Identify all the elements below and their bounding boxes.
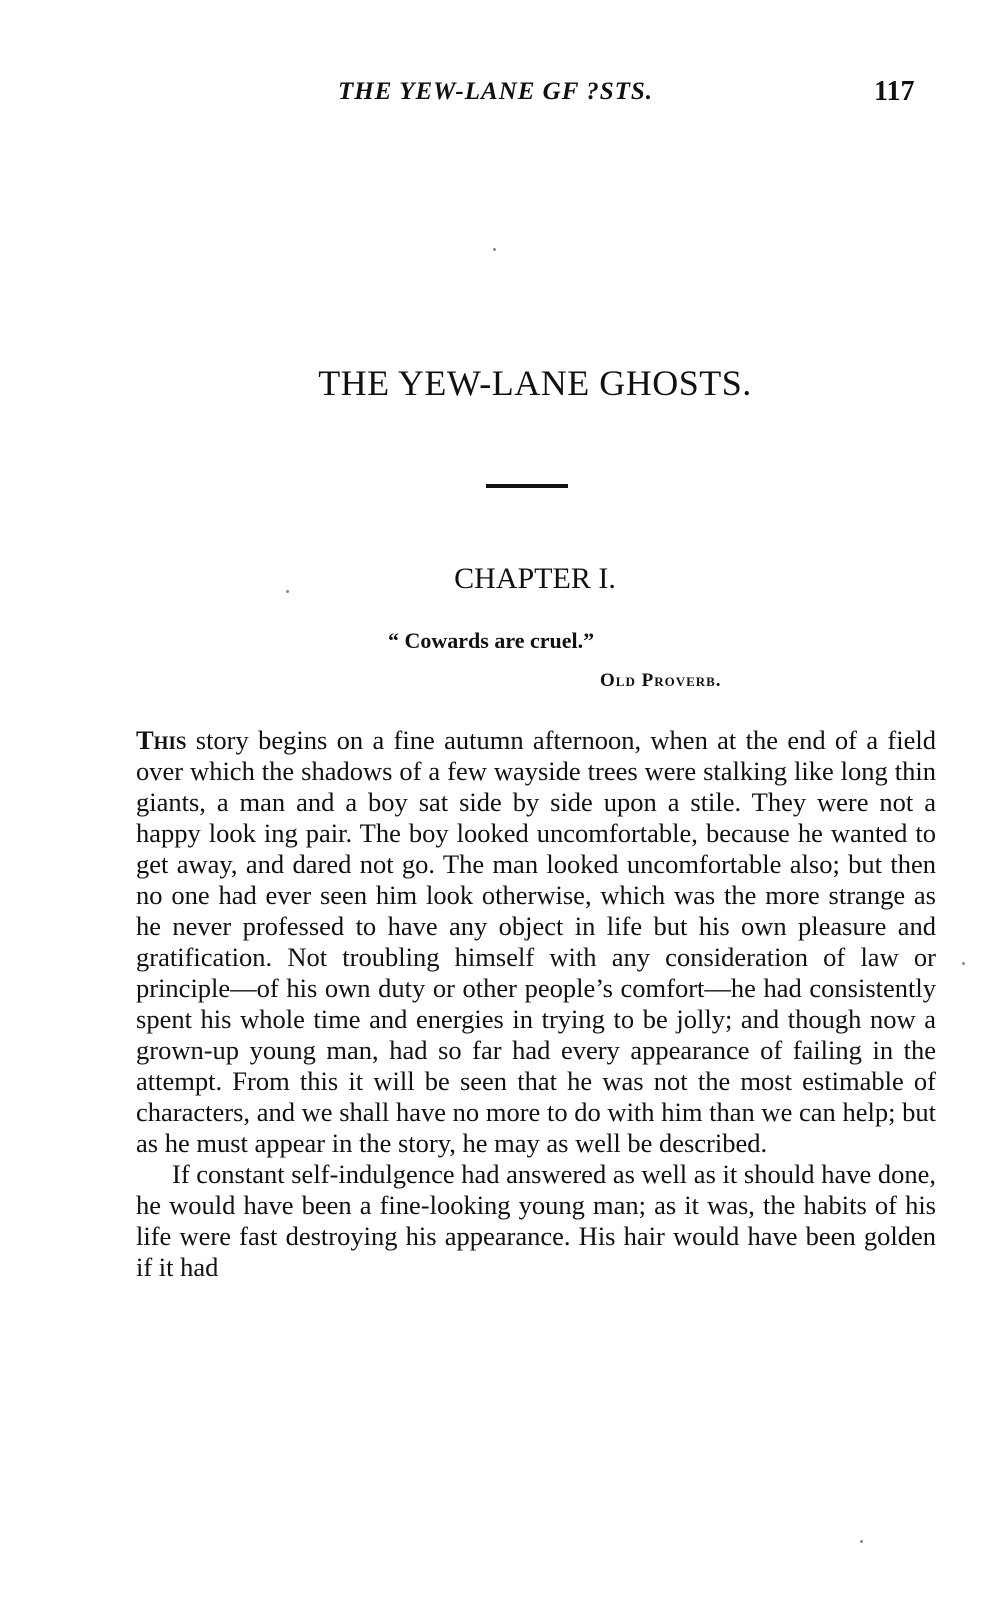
print-speck — [962, 962, 965, 965]
title-divider-rule — [486, 484, 568, 488]
paragraph-2: If constant self-indulgence had answered as well as it should have done, he would have been a fine-looking young man; as it was, the habits of his life were fast destroying his appearance. His hair would have been golden if it had — [136, 1159, 936, 1282]
body-text — [136, 725, 936, 1283]
print-speck — [493, 248, 496, 251]
print-speck — [286, 590, 289, 593]
running-head-title: THE YEW-LANE GF ?STS. — [338, 78, 654, 105]
chapter-epigraph: “ Cowards are cruel.” — [388, 628, 595, 653]
print-speck — [860, 1540, 863, 1543]
story-title: THE YEW-LANE GHOSTS. — [318, 363, 752, 403]
paragraph-1-text: story begins on a fine autumn afternoon, when at the end of a field over which the shadows of a few wayside trees were stalking like long thin giants, a man and a boy sat side by side upon a stile. They were not a happy look ing pair. The boy looked uncomfortable, because he wanted to get away, and dared not go. The man looked uncomfortable also; but then no one had ever seen him look otherwise, which was the more strange as he never professed to have any object in life but his own pleasure and gratification. Not troubling himself with any consideration of law or principle—of his own duty or other people’s comfort—he had consistently spent his whole time and energies in trying to be jolly; and though now a grown-up young man, had so far had every appearance of failing in the attempt. From this it will be seen that he was not the most estimable of characters, and we shall have no more to do with him than we can help; but as he must appear in the story, he may as well be described. — [136, 725, 936, 1158]
paragraph-1-opening-words: This — [136, 725, 187, 755]
chapter-heading: CHAPTER I. — [454, 562, 616, 595]
epigraph-attribution: Old Proverb. — [600, 670, 722, 691]
page-number: 117 — [874, 76, 915, 107]
paragraph-1 — [136, 725, 936, 1159]
